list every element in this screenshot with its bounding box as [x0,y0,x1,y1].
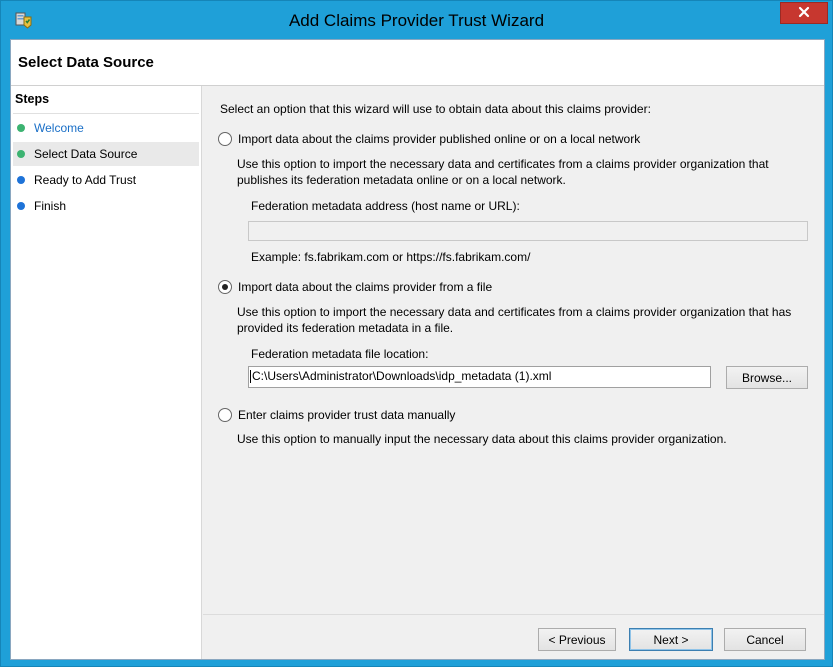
page-title: Select Data Source [18,54,154,71]
browse-button[interactable]: Browse... [726,366,808,389]
option-file-description: Use this option to import the necessary data and certificates from a claims provider organization that has provided its federation metadata in a file. [237,305,792,335]
step-status-dot-icon [17,202,25,210]
steps-heading: Steps [15,92,50,106]
main-content [203,86,824,614]
close-button[interactable] [780,2,828,24]
text-caret [250,370,251,383]
radio-import-online[interactable] [218,132,232,146]
option-online-description: Use this option to import the necessary data and certificates from a claims provider organization that publishes its federation metadata online or on a local network. [237,157,769,187]
step-status-dot-icon [17,124,25,132]
steps-divider [13,113,199,114]
step-label: Finish [34,199,67,213]
file-location-value: C:\Users\Administrator\Downloads\idp_metadata (1).xml [252,369,552,383]
option-online-label[interactable]: Import data about the claims provider published online or on a local network [238,132,641,146]
radio-import-file[interactable] [218,280,232,294]
intro-text: Select an option that this wizard will use to obtain data about this claims provider: [220,102,651,116]
close-icon [798,6,810,21]
file-location-input[interactable] [248,366,711,388]
steps-sidebar [11,86,202,659]
federation-address-label: Federation metadata address (host name or URL): [251,199,520,213]
step-status-dot-icon [17,150,25,158]
step-select-data-source [13,142,199,166]
step-label: Welcome [34,121,84,135]
step-label: Ready to Add Trust [34,173,137,187]
step-ready-to-add-trust [13,168,199,192]
step-finish [13,194,199,218]
federation-address-example: Example: fs.fabrikam.com or https://fs.fabrikam.com/ [251,250,531,264]
step-label: Select Data Source [34,147,138,161]
radio-enter-manually[interactable] [218,408,232,422]
step-welcome[interactable] [13,116,199,140]
wizard-client-area [10,39,825,660]
step-status-dot-icon [17,176,25,184]
option-manual-description: Use this option to manually input the necessary data about this claims provider organization. [237,432,727,446]
federation-address-input[interactable] [248,221,808,241]
window-title: Add Claims Provider Trust Wizard [288,11,545,30]
page-header [11,40,824,86]
title-bar[interactable] [1,1,832,39]
option-manual-label[interactable]: Enter claims provider trust data manually [238,408,456,422]
file-location-label: Federation metadata file location: [251,347,429,361]
previous-button[interactable]: < Previous [538,628,616,651]
cancel-button[interactable]: Cancel [724,628,806,651]
next-button[interactable]: Next > [629,628,713,651]
footer-divider [203,614,824,615]
option-file-label[interactable]: Import data about the claims provider from a file [238,280,493,294]
